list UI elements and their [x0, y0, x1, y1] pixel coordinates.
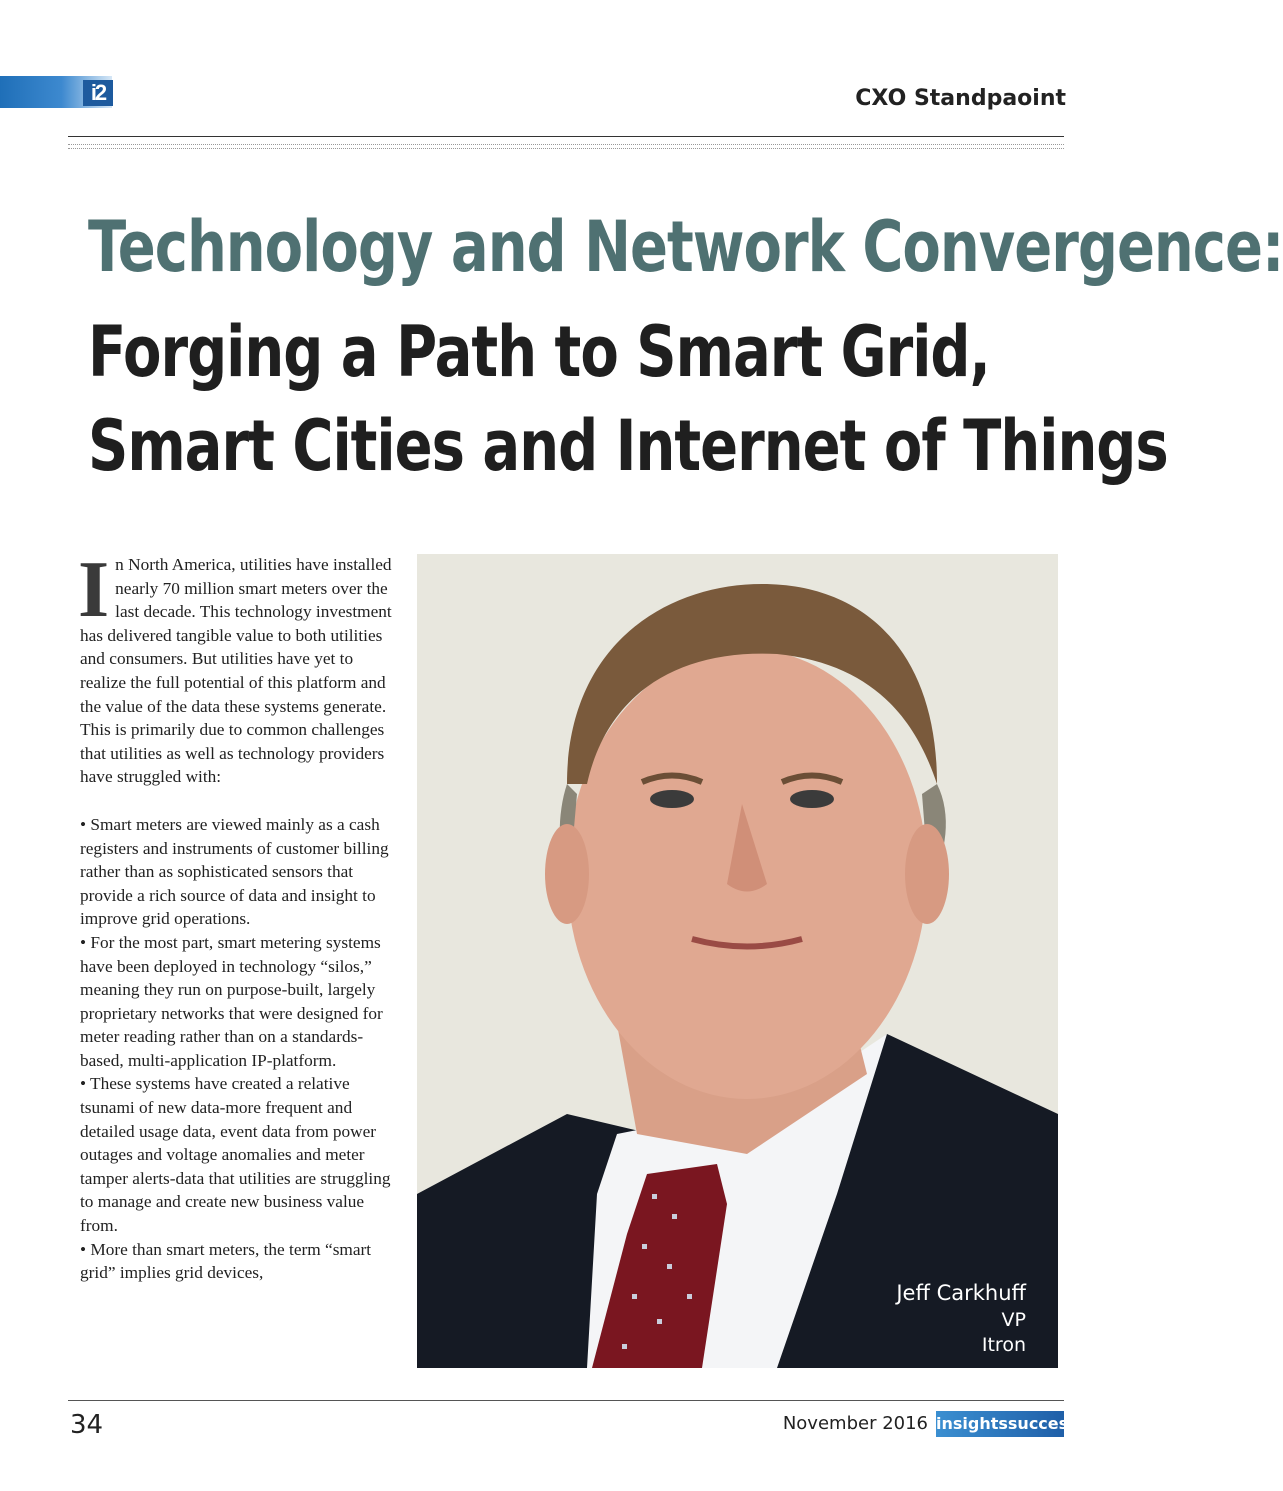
- photo-caption: [896, 1278, 1026, 1358]
- bullet-2: • For the most part, smart metering systems have been deployed in technology “silos,” meaning they run on purpose-built, largely proprietary networks that were designed for meter reading rather than on a standards-based, multi-application IP-platform.: [80, 932, 383, 1070]
- person-company: Itron: [981, 1334, 1026, 1356]
- intro-text: n North America, utilities have installed nearly 70 million smart meters over the last decade. This technology investment has delivered tangible value to both utilities and consumers. But utilities have yet to realize the full potential of this platform and the value of the data these systems generate. This is primarily due to common challenges that utilities as well as technology providers have struggled with:: [80, 555, 392, 787]
- issue-date: November 2016: [782, 1413, 928, 1434]
- portrait-photo: [417, 554, 1058, 1368]
- paragraph-gap: [80, 789, 394, 813]
- person-title: VP: [1001, 1309, 1026, 1331]
- title-line-1: Technology and Network Convergence:: [88, 207, 1283, 289]
- drop-cap: I: [78, 546, 110, 634]
- intro-paragraph: [78, 546, 394, 789]
- header-dotted-divider: [68, 144, 1064, 149]
- section-label: CXO Standpaoint: [855, 86, 1066, 111]
- bullet-1: • Smart meters are viewed mainly as a cash registers and instruments of customer billing rather than as sophisticated sensors that provide a rich source of data and insight to improve grid operations.: [80, 814, 389, 929]
- title-line-3: Smart Cities and Internet of Things: [88, 406, 1168, 488]
- brand-logo: insightssuccess: [936, 1411, 1064, 1437]
- bullet-4: • More than smart meters, the term “smart grid” implies grid devices,: [80, 1239, 372, 1283]
- title-line-2: Forging a Path to Smart Grid,: [88, 312, 990, 394]
- bullet-3: • These systems have created a relative tsunami of new data-more frequent and detailed usage data, event data from power outages and voltage anomalies and meter tamper alerts-data that utilities are struggling to manage and create new business value from.: [80, 1074, 391, 1236]
- footer-divider: [68, 1400, 1064, 1401]
- person-name: Jeff Carkhuff: [896, 1281, 1026, 1305]
- page-number: 34: [70, 1410, 104, 1440]
- magazine-logo: i2: [83, 80, 113, 106]
- portrait-illustration: [417, 554, 1058, 1368]
- article-column: [78, 546, 394, 1285]
- header-divider: [68, 136, 1064, 137]
